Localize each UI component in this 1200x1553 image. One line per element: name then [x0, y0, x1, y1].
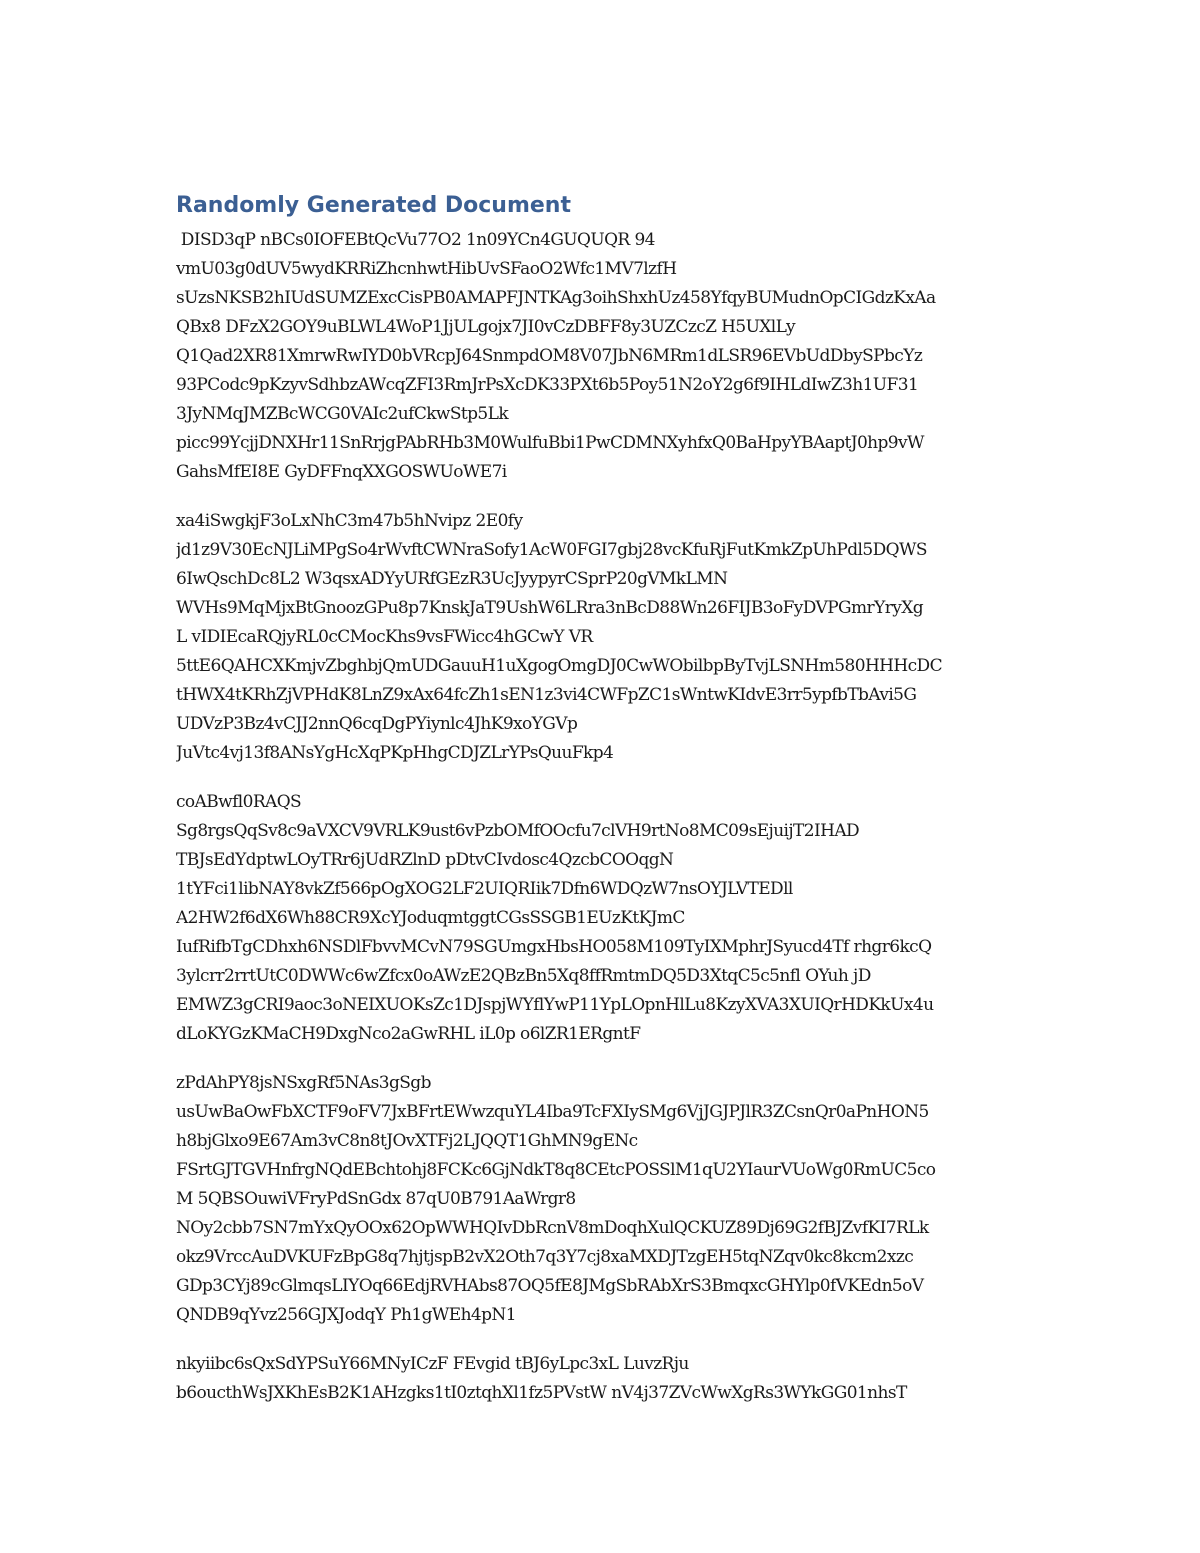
- paragraph: [176, 226, 1036, 487]
- text-line: TBJsEdYdptwLOyTRr6jUdRZlnD pDtvCIvdosc4QzcbCOOqgN: [176, 850, 674, 870]
- text-line: vmU03g0dUV5wydKRRiZhcnhwtHibUvSFaoO2Wfc1MV7lzfH: [176, 259, 677, 279]
- text-line: WVHs9MqMjxBtGnoozGPu8p7KnskJaT9UshW6LRra3nBcD88Wn26FIJB3oFyDVPGmrYryXg: [176, 598, 924, 618]
- text-line: xa4iSwgkjF3oLxNhC3m47b5hNvipz 2E0fy: [176, 511, 523, 531]
- text-line: JuVtc4vj13f8ANsYgHcXqPKpHhgCDJZLrYPsQuuFkp4: [176, 743, 614, 763]
- text-line: EMWZ3gCRI9aoc3oNEIXUOKsZc1DJspjWYflYwP11YpLOpnHlLu8KzyXVA3XUIQrHDKkUx4u: [176, 995, 934, 1015]
- text-line: 6IwQschDc8L2 W3qsxADYyURfGEzR3UcJyypyrCSprP20gVMkLMN: [176, 569, 728, 589]
- text-line: IufRifbTgCDhxh6NSDlFbvvMCvN79SGUmgxHbsHO058M109TyIXMphrJSyucd4Tf rhgr6kcQ: [176, 937, 932, 957]
- text-line: 3JyNMqJMZBcWCG0VAIc2ufCkwStp5Lk: [176, 404, 509, 424]
- paragraph: [176, 1350, 1036, 1408]
- text-line: M 5QBSOuwiVFryPdSnGdx 87qU0B791AaWrgr8: [176, 1189, 576, 1209]
- text-line: NOy2cbb7SN7mYxQyOOx62OpWWHQIvDbRcnV8mDoqhXulQCKUZ89Dj69G2fBJZvfKI7RLk: [176, 1218, 929, 1238]
- paragraph: [176, 788, 1036, 1049]
- text-line: okz9VrccAuDVKUFzBpG8q7hjtjspB2vX2Oth7q3Y7cj8xaMXDJTzgEH5tqNZqv0kc8kcm2xzc: [176, 1247, 914, 1267]
- text-line: jd1z9V30EcNJLiMPgSo4rWvftCWNraSofy1AcW0FGI7gbj28vcKfuRjFutKmkZpUhPdl5DQWS: [176, 540, 927, 560]
- text-line: nkyiibc6sQxSdYPSuY66MNyICzF FEvgid tBJ6yLpc3xL LuvzRju: [176, 1354, 689, 1374]
- paragraph-list: [176, 226, 1036, 1408]
- text-line: sUzsNKSB2hIUdSUMZExcCisPB0AMAPFJNTKAg3oihShxhUz458YfqyBUMudnOpCIGdzKxAa: [176, 288, 936, 308]
- text-line: GahsMfEI8E GyDFFnqXXGOSWUoWE7i: [176, 462, 507, 482]
- text-line: FSrtGJTGVHnfrgNQdEBchtohj8FCKc6GjNdkT8q8CEtcPOSSlM1qU2YIaurVUoWg0RmUC5co: [176, 1160, 936, 1180]
- text-line: tHWX4tKRhZjVPHdK8LnZ9xAx64fcZh1sEN1z3vi4CWFpZC1sWntwKIdvE3rr5ypfbTbAvi5G: [176, 685, 917, 705]
- text-line: h8bjGlxo9E67Am3vC8n8tJOvXTFj2LJQQT1GhMN9gENc: [176, 1131, 638, 1151]
- paragraph: [176, 1069, 1036, 1330]
- text-line: Sg8rgsQqSv8c9aVXCV9VRLK9ust6vPzbOMfOOcfu7clVH9rtNo8MC09sEjuijT2IHAD: [176, 821, 860, 841]
- text-line: 1tYFci1libNAY8vkZf566pOgXOG2LF2UIQRIik7Dfn6WDQzW7nsOYJLVTEDll: [176, 879, 793, 899]
- text-line: dLoKYGzKMaCH9DxgNco2aGwRHL iL0p o6lZR1ERgntF: [176, 1024, 641, 1044]
- text-line: coABwfl0RAQS: [176, 792, 302, 812]
- text-line: DISD3qP nBCs0IOFEBtQcVu77O2 1n09YCn4GUQUQR 94: [176, 230, 655, 250]
- text-line: b6oucthWsJXKhEsB2K1AHzgks1tI0ztqhXl1fz5PVstW nV4j37ZVcWwXgRs3WYkGG01nhsT: [176, 1383, 907, 1403]
- text-line: QNDB9qYvz256GJXJodqY Ph1gWEh4pN1: [176, 1305, 516, 1325]
- text-line: 93PCodc9pKzyvSdhbzAWcqZFI3RmJrPsXcDK33PXt6b5Poy51N2oY2g6f9IHLdIwZ3h1UF31: [176, 375, 919, 395]
- text-line: picc99YcjjDNXHr11SnRrjgPAbRHb3M0WulfuBbi1PwCDMNXyhfxQ0BaHpyYBAaptJ0hp9vW: [176, 433, 924, 453]
- paragraph: [176, 507, 1036, 768]
- text-line: QBx8 DFzX2GOY9uBLWL4WoP1JjULgojx7JI0vCzDBFF8y3UZCzcZ H5UXlLy: [176, 317, 796, 337]
- document-title: Randomly Generated Document: [176, 193, 571, 218]
- document-body: [176, 190, 1036, 1428]
- text-line: zPdAhPY8jsNSxgRf5NAs3gSgb: [176, 1073, 431, 1093]
- text-line: UDVzP3Bz4vCJJ2nnQ6cqDgPYiynlc4JhK9xoYGVp: [176, 714, 578, 734]
- text-line: A2HW2f6dX6Wh88CR9XcYJoduqmtggtCGsSSGB1EUzKtKJmC: [176, 908, 685, 928]
- text-line: GDp3CYj89cGlmqsLIYOq66EdjRVHAbs87OQ5fE8JMgSbRAbXrS3BmqxcGHYlp0fVKEdn5oV: [176, 1276, 924, 1296]
- text-line: usUwBaOwFbXCTF9oFV7JxBFrtEWwzquYL4Iba9TcFXIySMg6VjJGJPJlR3ZCsnQr0aPnHON5: [176, 1102, 929, 1122]
- text-line: 5ttE6QAHCXKmjvZbghbjQmUDGauuH1uXgogOmgDJ0CwWObilbpByTvjLSNHm580HHHcDC: [176, 656, 942, 676]
- text-line: 3ylcrr2rrtUtC0DWWc6wZfcx0oAWzE2QBzBn5Xq8ffRmtmDQ5D3XtqC5c5nfl OYuh jD: [176, 966, 871, 986]
- text-line: L vIDIEcaRQjyRL0cCMocKhs9vsFWicc4hGCwY VR: [176, 627, 593, 647]
- text-line: Q1Qad2XR81XmrwRwIYD0bVRcpJ64SnmpdOM8V07JbN6MRm1dLSR96EVbUdDbySPbcYz: [176, 346, 923, 366]
